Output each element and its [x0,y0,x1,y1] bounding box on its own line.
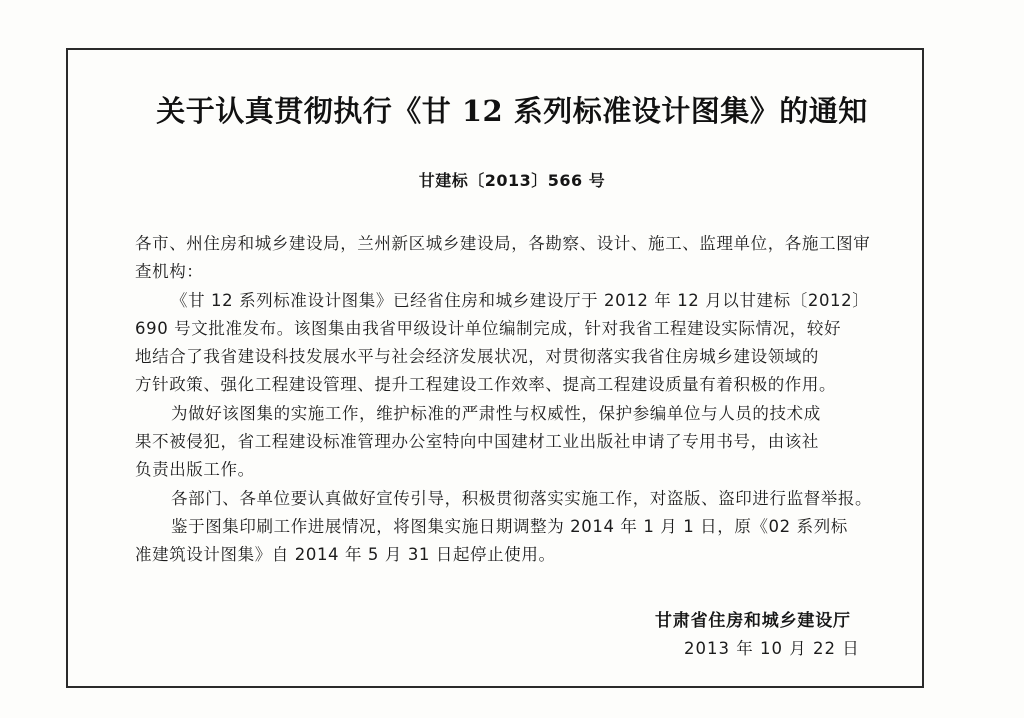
body-line: 鉴于图集印刷工作进展情况，将图集实施日期调整为 2014 年 1 月 1 日，原《02 系列标 [171,516,848,536]
body-line: 果不被侵犯，省工程建设标准管理办公室特向中国建材工业出版社申请了专用书号，由该社 [135,432,819,452]
document-body [135,230,895,570]
body-line: 负责出版工作。 [135,460,255,480]
body-line: 地结合了我省建设科技发展水平与社会经济发展状况，对贯彻落实我省住房城乡建设领域的 [135,347,819,367]
body-line: 为做好该图集的实施工作，维护标准的严肃性与权威性，保护参编单位与人员的技术成 [171,403,821,423]
body-line: 准建筑设计图集》自 2014 年 5 月 31 日起停止使用。 [135,545,556,565]
signature-organization: 甘肃省住房和城乡建设厅 [655,611,851,631]
body-line: 查机构： [135,262,204,282]
body-line: 《甘 12 系列标准设计图集》已经省住房和城乡建设厅于 2012 年 12 月以甘建标〔2012〕 [171,290,870,310]
body-line: 方针政策、强化工程建设管理、提升工程建设工作效率、提高工程建设质量有着积极的作用。 [135,375,837,395]
signature-date: 2013 年 10 月 22 日 [684,639,860,658]
body-line: 690 号文批准发布。该图集由我省甲级设计单位编制完成，针对我省工程建设实际情况，较好 [135,318,842,338]
document-number: 甘建标〔2013〕566 号 [418,171,606,190]
document-title: 关于认真贯彻执行《甘 12 系列标准设计图集》的通知 [156,94,868,128]
body-line: 各部门、各单位要认真做好宣传引导，积极贯彻落实实施工作，对盗版、盗印进行监督举报。 [171,488,873,508]
body-line: 各市、州住房和城乡建设局，兰州新区城乡建设局，各勘察、设计、施工、监理单位，各施工图审 [135,234,871,253]
